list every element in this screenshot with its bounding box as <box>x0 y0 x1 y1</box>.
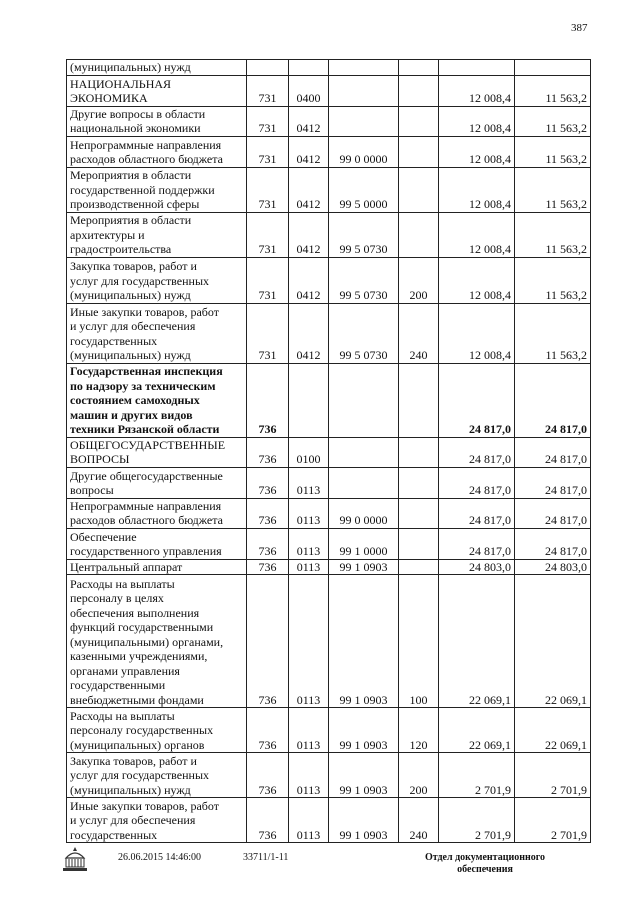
cell-admin-code: 731 <box>247 106 289 136</box>
cell-amount-2: 24 817,0 <box>515 498 591 528</box>
cell-admin-code: 731 <box>247 75 289 106</box>
cell-admin-code: 731 <box>247 167 289 212</box>
cell-section-code <box>289 363 329 437</box>
cell-amount-1: 22 069,1 <box>439 708 515 753</box>
cell-admin-code: 736 <box>247 559 289 575</box>
footer-department <box>410 852 560 876</box>
cell-expense-type: 100 <box>399 575 439 708</box>
table-row <box>67 498 591 528</box>
cell-name: Иные закупки товаров, работ и услуг для обеспечения государственных <box>67 798 247 843</box>
cell-section-code: 0412 <box>289 212 329 257</box>
cell-expense-type <box>399 467 439 498</box>
cell-admin-code <box>247 60 289 76</box>
cell-article-code <box>329 363 399 437</box>
cell-amount-1: 12 008,4 <box>439 75 515 106</box>
table-row <box>67 798 591 843</box>
table-row <box>67 753 591 798</box>
cell-article-code: 99 1 0903 <box>329 575 399 708</box>
cell-article-code <box>329 467 399 498</box>
table-row <box>67 363 591 437</box>
cell-amount-2: 24 803,0 <box>515 559 591 575</box>
cell-amount-2 <box>515 60 591 76</box>
cell-article-code: 99 5 0730 <box>329 303 399 363</box>
cell-admin-code: 731 <box>247 136 289 167</box>
cell-article-code: 99 1 0903 <box>329 798 399 843</box>
cell-article-code: 99 0 0000 <box>329 498 399 528</box>
cell-amount-1: 12 008,4 <box>439 303 515 363</box>
cell-article-code: 99 1 0903 <box>329 753 399 798</box>
cell-article-code: 99 1 0903 <box>329 708 399 753</box>
cell-admin-code: 736 <box>247 528 289 559</box>
cell-section-code: 0412 <box>289 303 329 363</box>
cell-admin-code: 736 <box>247 467 289 498</box>
cell-amount-1: 24 817,0 <box>439 467 515 498</box>
cell-expense-type <box>399 498 439 528</box>
cell-article-code: 99 5 0730 <box>329 257 399 303</box>
cell-amount-2: 2 701,9 <box>515 798 591 843</box>
cell-amount-1: 24 817,0 <box>439 363 515 437</box>
cell-expense-type <box>399 136 439 167</box>
cell-amount-1: 12 008,4 <box>439 136 515 167</box>
table-row <box>67 575 591 708</box>
cell-name: Государственная инспекция по надзору за техническим состоянием самоходных машин и других видов техники Рязанской области <box>67 363 247 437</box>
cell-amount-2: 2 701,9 <box>515 753 591 798</box>
cell-name: Мероприятия в области государственной поддержки производственной сферы <box>67 167 247 212</box>
cell-name: Расходы на выплаты персоналу государственных (муниципальных) органов <box>67 708 247 753</box>
budget-table-body <box>67 60 591 843</box>
cell-name: Непрограммные направления расходов областного бюджета <box>67 136 247 167</box>
cell-expense-type: 120 <box>399 708 439 753</box>
cell-section-code: 0113 <box>289 467 329 498</box>
cell-expense-type: 240 <box>399 303 439 363</box>
cell-section-code: 0113 <box>289 708 329 753</box>
cell-expense-type: 240 <box>399 798 439 843</box>
cell-article-code <box>329 106 399 136</box>
cell-admin-code: 736 <box>247 798 289 843</box>
cell-admin-code: 731 <box>247 303 289 363</box>
cell-name: Другие вопросы в области национальной экономики <box>67 106 247 136</box>
cell-name: Закупка товаров, работ и услуг для государственных (муниципальных) нужд <box>67 753 247 798</box>
cell-amount-2: 24 817,0 <box>515 363 591 437</box>
cell-section-code: 0412 <box>289 106 329 136</box>
table-row <box>67 528 591 559</box>
cell-amount-1 <box>439 60 515 76</box>
table-row <box>67 708 591 753</box>
cell-name: Расходы на выплаты персоналу в целях обеспечения выполнения функций государственными (муниципальными) органами, казенными учреждениями, органами управления государственными внебюджетными фондами <box>67 575 247 708</box>
cell-expense-type <box>399 363 439 437</box>
cell-article-code: 99 0 0000 <box>329 136 399 167</box>
table-row <box>67 136 591 167</box>
cell-section-code: 0412 <box>289 167 329 212</box>
cell-amount-1: 24 803,0 <box>439 559 515 575</box>
footer-document-number: 33711/1-11 <box>243 852 289 863</box>
cell-expense-type <box>399 437 439 467</box>
cell-section-code: 0113 <box>289 575 329 708</box>
cell-section-code: 0113 <box>289 753 329 798</box>
cell-amount-1: 12 008,4 <box>439 106 515 136</box>
cell-amount-2: 11 563,2 <box>515 303 591 363</box>
cell-admin-code: 731 <box>247 212 289 257</box>
cell-article-code <box>329 437 399 467</box>
cell-admin-code: 736 <box>247 708 289 753</box>
cell-expense-type <box>399 106 439 136</box>
cell-amount-2: 24 817,0 <box>515 467 591 498</box>
table-row <box>67 106 591 136</box>
cell-amount-2: 11 563,2 <box>515 106 591 136</box>
cell-article-code <box>329 60 399 76</box>
table-row <box>67 303 591 363</box>
cell-article-code: 99 1 0903 <box>329 559 399 575</box>
cell-expense-type <box>399 528 439 559</box>
cell-amount-1: 24 817,0 <box>439 528 515 559</box>
cell-amount-1: 22 069,1 <box>439 575 515 708</box>
cell-name: НАЦИОНАЛЬНАЯ ЭКОНОМИКА <box>67 75 247 106</box>
footer-department-line1: Отдел документационного <box>424 852 546 863</box>
cell-expense-type <box>399 212 439 257</box>
cell-name: Мероприятия в области архитектуры и градостроительства <box>67 212 247 257</box>
cell-section-code: 0412 <box>289 257 329 303</box>
cell-amount-1: 2 701,9 <box>439 798 515 843</box>
page-number: 387 <box>571 22 588 34</box>
cell-amount-1: 12 008,4 <box>439 257 515 303</box>
cell-expense-type: 200 <box>399 753 439 798</box>
cell-amount-2: 11 563,2 <box>515 167 591 212</box>
cell-name: ОБЩЕГОСУДАРСТВЕННЫЕ ВОПРОСЫ <box>67 437 247 467</box>
cell-amount-2: 11 563,2 <box>515 257 591 303</box>
cell-article-code: 99 1 0000 <box>329 528 399 559</box>
cell-amount-2: 11 563,2 <box>515 75 591 106</box>
table-row <box>67 167 591 212</box>
cell-article-code <box>329 75 399 106</box>
cell-admin-code: 736 <box>247 575 289 708</box>
cell-article-code: 99 5 0000 <box>329 167 399 212</box>
cell-section-code: 0400 <box>289 75 329 106</box>
table-row <box>67 212 591 257</box>
cell-expense-type <box>399 559 439 575</box>
cell-expense-type <box>399 75 439 106</box>
cell-expense-type <box>399 60 439 76</box>
cell-section-code: 0113 <box>289 798 329 843</box>
cell-amount-2: 22 069,1 <box>515 575 591 708</box>
cell-admin-code: 736 <box>247 437 289 467</box>
cell-amount-2: 22 069,1 <box>515 708 591 753</box>
footer-department-line2: обеспечения <box>457 864 513 875</box>
cell-amount-2: 24 817,0 <box>515 528 591 559</box>
cell-name: Центральный аппарат <box>67 559 247 575</box>
table-row <box>67 257 591 303</box>
table-row <box>67 437 591 467</box>
table-row <box>67 60 591 76</box>
cell-name: Непрограммные направления расходов областного бюджета <box>67 498 247 528</box>
duma-logo-icon <box>60 844 90 874</box>
cell-section-code: 0100 <box>289 437 329 467</box>
cell-admin-code: 731 <box>247 257 289 303</box>
cell-expense-type <box>399 167 439 212</box>
cell-admin-code: 736 <box>247 753 289 798</box>
cell-amount-1: 24 817,0 <box>439 498 515 528</box>
cell-section-code: 0113 <box>289 498 329 528</box>
cell-section-code: 0113 <box>289 528 329 559</box>
cell-amount-1: 2 701,9 <box>439 753 515 798</box>
cell-amount-1: 24 817,0 <box>439 437 515 467</box>
cell-name: (муниципальных) нужд <box>67 60 247 76</box>
cell-amount-1: 12 008,4 <box>439 167 515 212</box>
cell-amount-1: 12 008,4 <box>439 212 515 257</box>
cell-admin-code: 736 <box>247 498 289 528</box>
cell-name: Другие общегосударственные вопросы <box>67 467 247 498</box>
table-row <box>67 559 591 575</box>
table-row <box>67 467 591 498</box>
cell-section-code <box>289 60 329 76</box>
cell-article-code: 99 5 0730 <box>329 212 399 257</box>
budget-table <box>66 59 591 843</box>
cell-section-code: 0412 <box>289 136 329 167</box>
cell-expense-type: 200 <box>399 257 439 303</box>
cell-amount-2: 11 563,2 <box>515 136 591 167</box>
cell-section-code: 0113 <box>289 559 329 575</box>
cell-amount-2: 24 817,0 <box>515 437 591 467</box>
cell-name: Обеспечение государственного управления <box>67 528 247 559</box>
table-row <box>67 75 591 106</box>
footer-timestamp: 26.06.2015 14:46:00 <box>118 852 202 863</box>
cell-name: Закупка товаров, работ и услуг для государственных (муниципальных) нужд <box>67 257 247 303</box>
cell-admin-code: 736 <box>247 363 289 437</box>
cell-name: Иные закупки товаров, работ и услуг для обеспечения государственных (муниципальных) нужд <box>67 303 247 363</box>
cell-amount-2: 11 563,2 <box>515 212 591 257</box>
